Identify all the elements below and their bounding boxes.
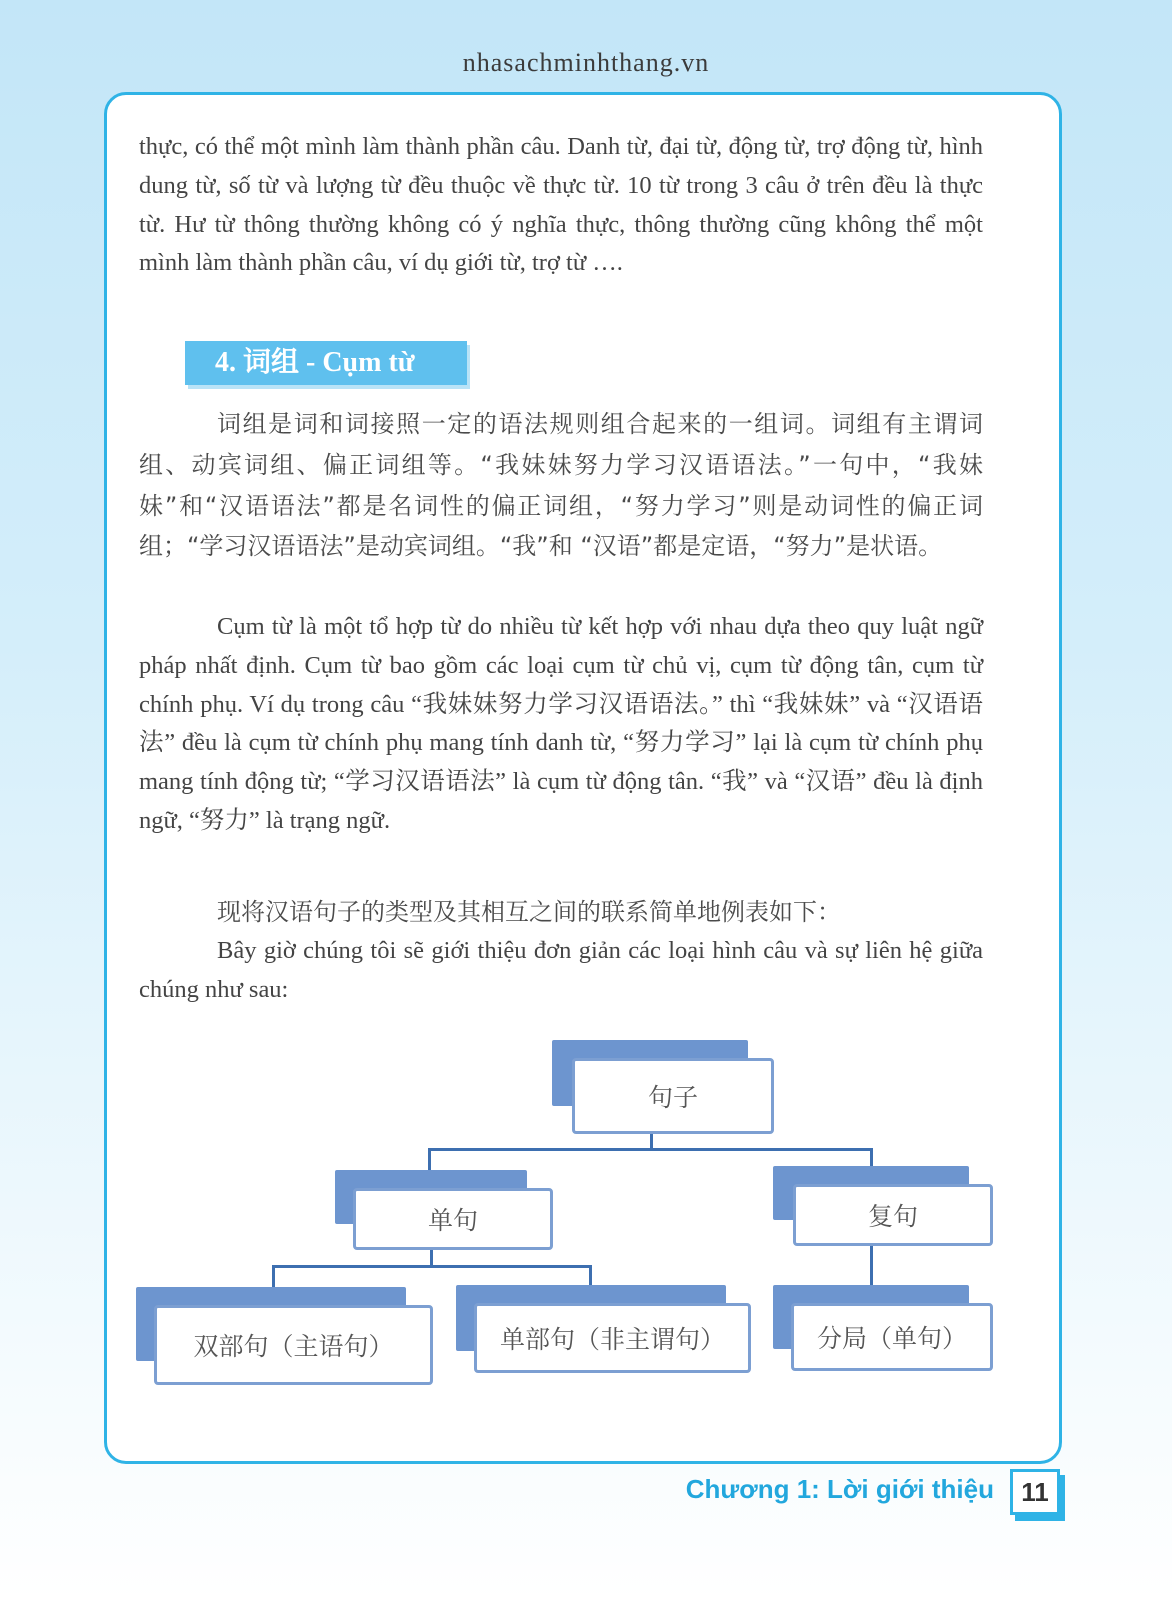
connector-fu-down: [870, 1245, 873, 1285]
paragraph-top: thực, có thể một mình làm thành phần câu. Danh từ, đại từ, động từ, trợ động từ, hình dung từ, số từ và lượng từ đều thuộc về thực từ. 10 từ trong 3 câu ở trên đều là thực từ. Hư từ thông thường không có ý nghĩa thực, thông thường cũng không thể một mình làm thành phần câu, ví dụ giới từ, trợ từ ….: [139, 133, 983, 277]
node-dan-bu-ju-label: 单部句（非主谓句）: [474, 1303, 751, 1373]
paragraph-vi-1: Cụm từ là một tổ hợp từ do nhiều từ kết hợp với nhau dựa theo quy luật ngữ pháp nhất định. Cụm từ bao gồm các loại cụm từ chủ vị, cụm từ động tân, cụm từ chính phụ. Ví dụ trong câu “我妹妹努力学习汉语语法。” thì “我妹妹” và “汉语语法” đều là cụm từ chính phụ mang tính danh từ, “努力学习” lại là cụm từ chính phụ mang tính động từ; “学习汉语语法” là cụm từ động tân. “我” và “汉语” đều là định ngữ, “努力” là trạng ngữ.: [139, 613, 983, 834]
connector-right2-down: [589, 1265, 592, 1287]
paragraph-cn-1: 词组是词和词接照一定的语法规则组合起来的一组词。词组有主谓词组、动宾词组、偏正词组等。“我妹妹努力学习汉语语法。”一句中，“我妹妹”和“汉语语法”都是名词性的偏正词组，“努力学习”则是动词性的偏正词组；“学习汉语语法”是动宾词组。“我”和 “汉语”都是定语，“努力”是状语。: [139, 410, 983, 561]
site-header: nhasachminhthang.vn: [462, 48, 710, 77]
node-fu-ju-label: 复句: [793, 1184, 993, 1246]
node-fen-ju-label: 分局（单句）: [791, 1303, 993, 1371]
connector-left2-down: [272, 1265, 275, 1287]
connector-right-down: [870, 1148, 873, 1168]
paragraph-vi-2: Bây giờ chúng tôi sẽ giới thiệu đơn giản các loại hình câu và sự liên hệ giữa chúng như sau:: [139, 937, 983, 1003]
connector-level2-horizontal: [272, 1265, 592, 1268]
section-heading: 4. 词组 - Cụm từ: [185, 341, 467, 385]
paragraph-cn-2: 现将汉语句子的类型及其相互之间的联系简单地例表如下：: [217, 898, 841, 926]
connector-level1-horizontal: [428, 1148, 873, 1151]
node-root-label: 句子: [572, 1058, 774, 1134]
node-shuang-bu-ju-label: 双部句（主语句）: [154, 1305, 433, 1385]
chapter-footer: Chương 1: Lời giới thiệu: [685, 1474, 994, 1504]
node-dan-ju-label: 单句: [353, 1188, 553, 1250]
connector-left-down: [428, 1148, 431, 1170]
connector-dan-down: [430, 1247, 433, 1267]
page-number: 11: [1010, 1469, 1060, 1515]
